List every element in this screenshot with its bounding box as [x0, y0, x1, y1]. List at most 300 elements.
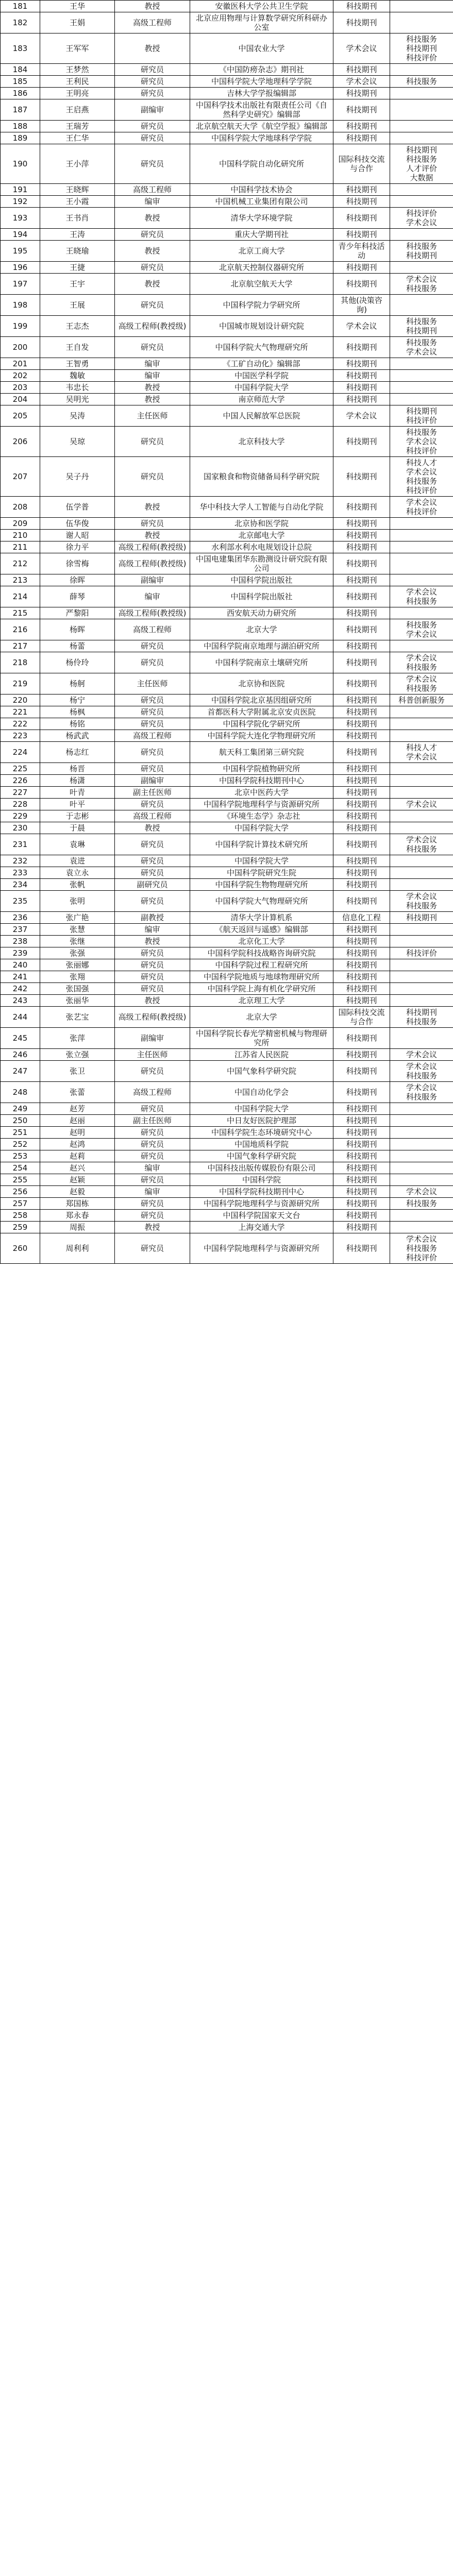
row-number: 260 [1, 1233, 40, 1264]
table-row [1, 295, 453, 316]
row-number: 205 [1, 405, 40, 427]
person-name: 薛琴 [40, 586, 115, 607]
row-number: 245 [1, 1028, 40, 1049]
table-row [1, 867, 453, 879]
person-name: 周振 [40, 1222, 115, 1233]
organization: 中国科学院大学 [190, 855, 333, 867]
sub-category-item: 学术会议 [406, 1234, 437, 1244]
job-title: 教授 [115, 497, 190, 518]
job-title: 高级工程师 [115, 810, 190, 822]
job-title: 研究员 [115, 1127, 190, 1139]
sub-categories [390, 144, 453, 184]
sub-categories [390, 1127, 453, 1139]
field-category: 科技期刊 [333, 1210, 390, 1222]
person-name: 张立强 [40, 1049, 115, 1061]
person-name: 王梦然 [40, 64, 115, 76]
person-name: 叶平 [40, 799, 115, 810]
person-name: 吴琼 [40, 427, 115, 457]
job-title: 研究员 [115, 1061, 190, 1082]
table-row [1, 427, 453, 457]
field-category: 科技期刊 [333, 947, 390, 959]
organization: 中国科学院研究生院 [190, 867, 333, 879]
sub-categories [390, 1115, 453, 1127]
row-number: 250 [1, 1115, 40, 1127]
organization: 国家粮食和物资储备局科学研究院 [190, 457, 333, 497]
job-title: 教授 [115, 241, 190, 262]
person-name: 张广艳 [40, 912, 115, 924]
person-name: 吴明光 [40, 394, 115, 405]
sub-categories [390, 879, 453, 891]
job-title: 高级工程师(教授级) [115, 553, 190, 574]
job-title: 研究员 [115, 518, 190, 530]
sub-categories [390, 1233, 453, 1264]
sub-category-item: 学术会议 [406, 437, 437, 446]
organization: 中国科技出版传媒股份有限公司 [190, 1162, 333, 1174]
row-number: 223 [1, 730, 40, 742]
person-name: 杨晋 [40, 763, 115, 775]
job-title: 研究员 [115, 295, 190, 316]
sub-categories [390, 959, 453, 971]
job-title: 研究员 [115, 1233, 190, 1264]
organization: 中国科学院地质与地球物理研究所 [190, 971, 333, 983]
field-category: 科技期刊 [333, 229, 390, 241]
organization: 江苏省人民医院 [190, 1049, 333, 1061]
job-title: 研究员 [115, 457, 190, 497]
sub-category-item: 科技人才 [406, 743, 437, 752]
job-title: 研究员 [115, 891, 190, 912]
sub-category-item: 学术会议 [406, 892, 437, 901]
table-row [1, 208, 453, 229]
organization: 中国科学院南京地理与湖泊研究所 [190, 640, 333, 652]
table-row [1, 855, 453, 867]
job-title: 教授 [115, 1222, 190, 1233]
person-name: 赵毅 [40, 1186, 115, 1198]
table-row [1, 718, 453, 730]
job-title: 研究员 [115, 427, 190, 457]
sub-category-item: 科技评价 [406, 507, 437, 516]
person-name: 赵丽 [40, 1115, 115, 1127]
sub-categories [390, 497, 453, 518]
table-row [1, 799, 453, 810]
sub-category-item: 大数据 [410, 173, 433, 182]
job-title: 研究员 [115, 799, 190, 810]
job-title: 主任医师 [115, 405, 190, 427]
sub-categories [390, 640, 453, 652]
row-number: 203 [1, 382, 40, 394]
row-number: 240 [1, 959, 40, 971]
sub-category-item: 科技服务 [406, 597, 437, 606]
job-title: 研究员 [115, 1174, 190, 1186]
field-category: 科技期刊 [333, 337, 390, 358]
sub-categories [390, 694, 453, 706]
person-name: 赵颖 [40, 1174, 115, 1186]
row-number: 231 [1, 834, 40, 855]
job-title: 研究员 [115, 1150, 190, 1162]
sub-categories [390, 1186, 453, 1198]
job-title: 高级工程师 [115, 1082, 190, 1103]
sub-categories [390, 241, 453, 262]
organization: 北京航空航天大学《航空学报》编辑部 [190, 121, 333, 132]
sub-category-item: 科技期刊 [406, 913, 437, 922]
table-row [1, 64, 453, 76]
person-name: 张明 [40, 891, 115, 912]
job-title: 高级工程师(教授级) [115, 1007, 190, 1028]
field-category: 科技期刊 [333, 457, 390, 497]
organization: 中国科学院大气物理研究所 [190, 337, 333, 358]
sub-category-item: 科技服务 [406, 317, 437, 326]
table-row [1, 241, 453, 262]
row-number: 209 [1, 518, 40, 530]
person-name: 王晓瑜 [40, 241, 115, 262]
organization: 北京航空航天大学 [190, 274, 333, 295]
job-title: 教授 [115, 822, 190, 834]
sub-category-item: 科技服务 [406, 338, 437, 347]
field-category: 科技期刊 [333, 879, 390, 891]
person-name: 袁立永 [40, 867, 115, 879]
person-name: 吴涛 [40, 405, 115, 427]
person-name: 袁琳 [40, 834, 115, 855]
table-row [1, 1127, 453, 1139]
organization: 《中国防痨杂志》期刊社 [190, 64, 333, 76]
job-title: 教授 [115, 936, 190, 947]
row-number: 214 [1, 586, 40, 607]
table-row [1, 541, 453, 553]
row-number: 224 [1, 742, 40, 763]
sub-category-item: 科技服务 [406, 477, 437, 486]
organization: 中国人民解放军总医院 [190, 405, 333, 427]
field-category: 科技期刊 [333, 574, 390, 586]
organization: 清华大学环境学院 [190, 208, 333, 229]
row-number: 220 [1, 694, 40, 706]
organization: 中国科学院长春光学精密机械与物理研究所 [190, 1028, 333, 1049]
table-row [1, 121, 453, 132]
organization: 中国科学院大学 [190, 382, 333, 394]
field-category: 科技期刊 [333, 497, 390, 518]
table-row [1, 1198, 453, 1210]
row-number: 207 [1, 457, 40, 497]
field-category: 科技期刊 [333, 1198, 390, 1210]
field-category: 科技期刊 [333, 607, 390, 619]
organization: 中国科学院出版社 [190, 586, 333, 607]
table-row [1, 694, 453, 706]
organization: 中国科学院科技期刊中心 [190, 775, 333, 787]
job-title: 高级工程师 [115, 730, 190, 742]
field-category: 科技期刊 [333, 652, 390, 673]
sub-categories [390, 316, 453, 337]
person-name: 杨晖 [40, 619, 115, 640]
field-category: 科技期刊 [333, 196, 390, 208]
job-title: 研究员 [115, 763, 190, 775]
sub-category-item: 科技期刊 [406, 326, 437, 335]
person-name: 王利民 [40, 76, 115, 88]
job-title: 研究员 [115, 742, 190, 763]
sub-category-item: 学术会议 [406, 674, 437, 684]
field-category: 科技期刊 [333, 184, 390, 196]
person-name: 谢人昭 [40, 530, 115, 541]
sub-category-item: 科技评价 [406, 486, 437, 495]
organization: 北京大学 [190, 619, 333, 640]
field-category: 科技期刊 [333, 262, 390, 274]
row-number: 222 [1, 718, 40, 730]
job-title: 高级工程师 [115, 12, 190, 33]
table-row [1, 132, 453, 144]
job-title: 研究员 [115, 132, 190, 144]
job-title: 主任医师 [115, 673, 190, 694]
job-title: 副编审 [115, 1028, 190, 1049]
person-name: 徐力平 [40, 541, 115, 553]
job-title: 编审 [115, 1186, 190, 1198]
person-name: 杨武武 [40, 730, 115, 742]
job-title: 研究员 [115, 1139, 190, 1150]
table-row [1, 810, 453, 822]
sub-category-item: 科技服务 [406, 1017, 437, 1026]
row-number: 241 [1, 971, 40, 983]
sub-categories [390, 541, 453, 553]
sub-category-item: 科技服务 [406, 1092, 437, 1101]
sub-categories [390, 1174, 453, 1186]
table-row [1, 959, 453, 971]
table-row [1, 891, 453, 912]
person-name: 郑国栋 [40, 1198, 115, 1210]
row-number: 181 [1, 1, 40, 12]
row-number: 218 [1, 652, 40, 673]
field-category: 科技期刊 [333, 518, 390, 530]
person-name: 张蕾 [40, 1082, 115, 1103]
job-title: 研究员 [115, 121, 190, 132]
sub-category-item: 科技服务 [406, 155, 437, 164]
person-name: 王小霞 [40, 196, 115, 208]
sub-categories [390, 457, 453, 497]
person-name: 徐晖 [40, 574, 115, 586]
organization: 中国机械工业集团有限公司 [190, 196, 333, 208]
field-category: 科技期刊 [333, 706, 390, 718]
job-title: 研究员 [115, 229, 190, 241]
person-name: 张继 [40, 936, 115, 947]
organization: 水利部水利水电规划设计总院 [190, 541, 333, 553]
table-row [1, 822, 453, 834]
row-number: 228 [1, 799, 40, 810]
organization: 首都医科大学附属北京安贞医院 [190, 706, 333, 718]
job-title: 高级工程师(教授级) [115, 607, 190, 619]
person-name: 于晨 [40, 822, 115, 834]
field-category: 科技期刊 [333, 995, 390, 1007]
organization: 重庆大学期刊社 [190, 229, 333, 241]
table-row [1, 983, 453, 995]
organization: 北京邮电大学 [190, 530, 333, 541]
row-number: 215 [1, 607, 40, 619]
field-category: 科技期刊 [333, 1222, 390, 1233]
person-name: 赵鸿 [40, 1139, 115, 1150]
job-title: 副主任医师 [115, 787, 190, 799]
table-row [1, 382, 453, 394]
field-category: 科技期刊 [333, 382, 390, 394]
person-name: 杨志红 [40, 742, 115, 763]
job-title: 教授 [115, 394, 190, 405]
sub-categories [390, 394, 453, 405]
row-number: 199 [1, 316, 40, 337]
row-number: 217 [1, 640, 40, 652]
table-row [1, 12, 453, 33]
row-number: 253 [1, 1150, 40, 1162]
organization: 中国地质科学院 [190, 1139, 333, 1150]
field-category: 科技期刊 [333, 12, 390, 33]
organization: 中国科学院南京土壤研究所 [190, 652, 333, 673]
person-name: 赵芳 [40, 1103, 115, 1115]
table-row [1, 924, 453, 936]
table-row [1, 1150, 453, 1162]
table-row [1, 971, 453, 983]
job-title: 教授 [115, 274, 190, 295]
sub-category-item: 科技评价 [406, 948, 437, 958]
sub-categories [390, 730, 453, 742]
organization: 西安航天动力研究所 [190, 607, 333, 619]
sub-categories [390, 983, 453, 995]
table-row [1, 1, 453, 12]
sub-category-item: 科技人才 [406, 458, 437, 467]
person-name: 王军军 [40, 33, 115, 64]
person-name: 杨舸 [40, 673, 115, 694]
row-number: 216 [1, 619, 40, 640]
field-category: 科技期刊 [333, 763, 390, 775]
sub-categories [390, 184, 453, 196]
field-category: 科技期刊 [333, 673, 390, 694]
row-number: 190 [1, 144, 40, 184]
organization: 中国气象科学研究院 [190, 1150, 333, 1162]
row-number: 194 [1, 229, 40, 241]
row-number: 239 [1, 947, 40, 959]
table-row [1, 394, 453, 405]
table-row [1, 316, 453, 337]
field-category: 科技期刊 [333, 936, 390, 947]
sub-categories [390, 121, 453, 132]
row-number: 187 [1, 99, 40, 121]
person-name: 王启燕 [40, 99, 115, 121]
sub-categories [390, 971, 453, 983]
row-number: 200 [1, 337, 40, 358]
sub-categories [390, 295, 453, 316]
table-row [1, 262, 453, 274]
organization: 中国科学院大学地理科学学院 [190, 76, 333, 88]
sub-categories [390, 607, 453, 619]
organization: 中国农业大学 [190, 33, 333, 64]
sub-category-item: 科技服务 [406, 242, 437, 251]
row-number: 242 [1, 983, 40, 995]
sub-categories [390, 1007, 453, 1028]
job-title: 高级工程师(教授级) [115, 541, 190, 553]
table-row [1, 586, 453, 607]
job-title: 教授 [115, 1, 190, 12]
row-number: 233 [1, 867, 40, 879]
table-row [1, 405, 453, 427]
field-category: 科技期刊 [333, 822, 390, 834]
field-category: 科技期刊 [333, 718, 390, 730]
row-number: 238 [1, 936, 40, 947]
row-number: 185 [1, 76, 40, 88]
field-category: 科技期刊 [333, 1162, 390, 1174]
sub-categories [390, 995, 453, 1007]
person-name: 吴子丹 [40, 457, 115, 497]
organization: 南京师范大学 [190, 394, 333, 405]
row-number: 232 [1, 855, 40, 867]
row-number: 234 [1, 879, 40, 891]
organization: 中国科学院自动化研究所 [190, 144, 333, 184]
sub-category-item: 科技服务 [406, 35, 437, 44]
sub-categories [390, 1049, 453, 1061]
field-category: 科技期刊 [333, 799, 390, 810]
job-title: 编审 [115, 370, 190, 382]
table-row [1, 834, 453, 855]
row-number: 229 [1, 810, 40, 822]
sub-category-item: 学术会议 [406, 630, 437, 639]
field-category: 科技期刊 [333, 1186, 390, 1198]
sub-categories [390, 586, 453, 607]
sub-categories [390, 337, 453, 358]
sub-categories [390, 99, 453, 121]
organization: 安徽医科大学公共卫生学院 [190, 1, 333, 12]
field-category: 科技期刊 [333, 1049, 390, 1061]
row-number: 193 [1, 208, 40, 229]
sub-category-item: 科技评价 [406, 53, 437, 62]
sub-categories [390, 405, 453, 427]
row-number: 235 [1, 891, 40, 912]
row-number: 257 [1, 1198, 40, 1210]
person-name: 于志彬 [40, 810, 115, 822]
table-row [1, 1103, 453, 1115]
row-number: 252 [1, 1139, 40, 1150]
person-name: 杨蕾 [40, 640, 115, 652]
organization: 中国科学院地理科学与资源研究所 [190, 799, 333, 810]
field-category: 科技期刊 [333, 924, 390, 936]
sub-category-item: 学术会议 [406, 1062, 437, 1071]
person-name: 王仁华 [40, 132, 115, 144]
field-category: 科技期刊 [333, 1139, 390, 1150]
row-number: 202 [1, 370, 40, 382]
table-row [1, 518, 453, 530]
organization: 中国科学院生态环境研究中心 [190, 1127, 333, 1139]
sub-category-item: 学术会议 [406, 653, 437, 663]
sub-category-item: 科普创新服务 [398, 696, 445, 705]
row-number: 196 [1, 262, 40, 274]
person-name: 赵明 [40, 1127, 115, 1139]
table-row [1, 553, 453, 574]
job-title: 教授 [115, 995, 190, 1007]
row-number: 191 [1, 184, 40, 196]
row-number: 243 [1, 995, 40, 1007]
organization: 中国科学院过程工程研究所 [190, 959, 333, 971]
organization: 《工矿自动化》编辑部 [190, 358, 333, 370]
sub-categories [390, 208, 453, 229]
sub-categories [390, 742, 453, 763]
table-row [1, 787, 453, 799]
field-category: 科技期刊 [333, 959, 390, 971]
row-number: 256 [1, 1186, 40, 1198]
table-row [1, 1233, 453, 1264]
row-number: 226 [1, 775, 40, 787]
field-category: 科技期刊 [333, 640, 390, 652]
field-category: 科技期刊 [333, 619, 390, 640]
job-title: 高级工程师(教授级) [115, 316, 190, 337]
sub-category-item: 学术会议 [406, 587, 437, 597]
person-name: 王捷 [40, 262, 115, 274]
row-number: 227 [1, 787, 40, 799]
sub-category-item: 科技服务 [406, 844, 437, 854]
field-category: 科技期刊 [333, 1150, 390, 1162]
person-name: 张丽华 [40, 995, 115, 1007]
organization: 北京航天控制仪器研究所 [190, 262, 333, 274]
row-number: 208 [1, 497, 40, 518]
person-name: 王书肖 [40, 208, 115, 229]
row-number: 237 [1, 924, 40, 936]
